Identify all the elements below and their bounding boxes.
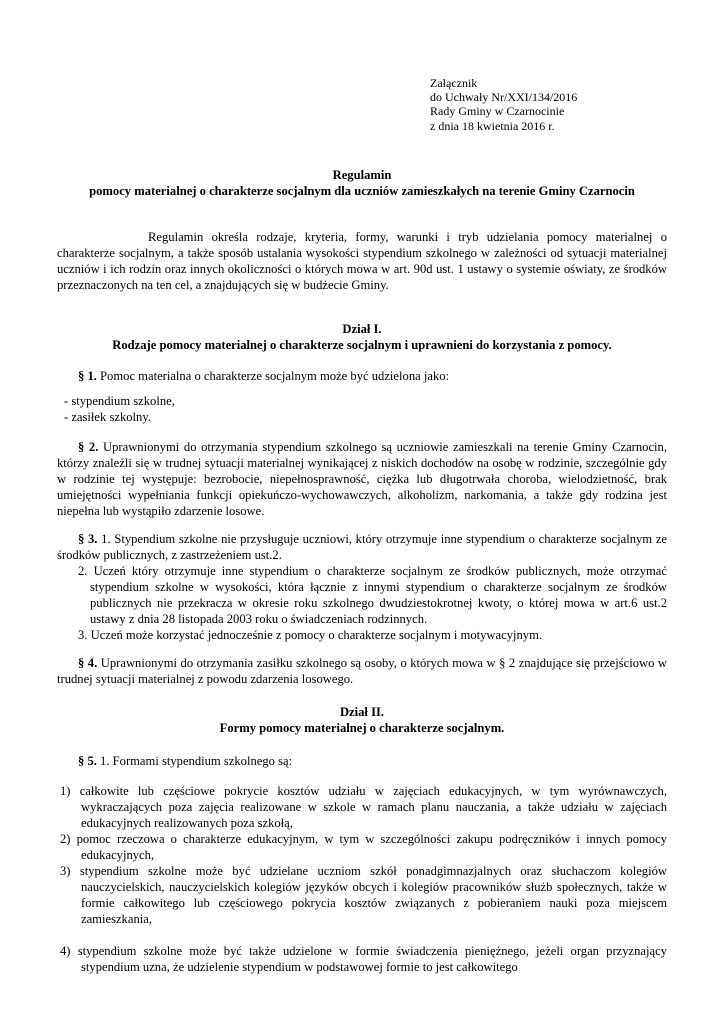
document-title [57, 167, 667, 199]
paragraph-3-item-3: 3. Uczeń może korzystać jednocześnie z pomocy o charakterze socjalnym i motywacyjnym. [78, 627, 543, 642]
header-line-data: z dnia 18 kwietnia 2016 r. [430, 118, 555, 133]
numbered-item-2-text: pomoc rzeczowa o charakterze edukacyjnym, w tym w szczególności zakupu podręczników i innych pomocy edukacyjnych, [76, 831, 667, 862]
paragraph-3-item-1-text: 1. Stypendium szkolne nie przysługuje uczniowi, który otrzymuje inne stypendium o charakterze socjalnym ze środków publicznych, z zastrzeżeniem ust.2. [57, 531, 667, 562]
numbered-item-1 [60, 783, 667, 831]
numbered-item-1-num: 1) [60, 783, 71, 798]
paragraph-3-item-1 [57, 531, 667, 563]
section-subtitle-dzial-2: Formy pomocy materialnej o charakterze socjalnym. [219, 720, 505, 735]
section-subtitle-dzial-1: Rodzaje pomocy materialnej o charakterze socjalnym i uprawnieni do korzystania z pomocy. [112, 337, 612, 352]
numbered-item-2 [60, 831, 667, 863]
paragraph-3-marker: § 3. [78, 531, 102, 546]
paragraph-5-text: 1. Formami stypendium szkolnego są: [100, 753, 293, 768]
paragraph-3-item-2: 2. Uczeń który otrzymuje inne stypendium o charakterze socjalnym ze środków publicznych, może otrzymać stypendium szkolne w wysokości, która łącznie z innymi stypendium o charakterze socjalnym ze środków publicznych nie przekracza w okresie roku szkolnego dwudziestokrotnej kwoty, o której mowa w art.6 ust.2 ustawy z dnia 28 listopada 2003 roku o świadczeniach rodzinnych. [78, 563, 667, 626]
numbered-item-4-text: stypendium szkolne może być także udzielone w formie świadczenia pieniężnego, jeżeli organ przyznający stypendium uzna, że udzielenie stypendium w podstawowej formie to jest całkowitego [77, 943, 667, 974]
section-heading-dzial-2 [57, 704, 667, 736]
section-title-dzial-2: Dział II. [339, 704, 385, 719]
document-title-line-1: Regulamin [332, 167, 392, 182]
intro-paragraph: Regulamin określa rodzaje, kryteria, formy, warunki i tryb udzielania pomocy materialnej o charakterze socjalnym, a także sposób ustalania wysokości stypendium szkolnego w zależności od sytuacji materialnej uczniów i ich rodzin oraz innych okoliczności o których mowa w art. 90d ust. 1 ustawy o systemie oświaty, ze środków przeznaczonych na ten cel, a znajdujących się w budżecie Gminy. [57, 229, 667, 292]
numbered-item-2-num: 2) [60, 831, 71, 846]
section-title-dzial-1: Dział I. [342, 321, 382, 336]
numbered-item-3-num: 3) [60, 863, 71, 878]
dash-list [64, 393, 667, 425]
numbered-item-3-text: stypendium szkolne może być udzielane uczniom szkół ponadgimnazjalnych oraz słuchaczom kolegiów nauczycielskich, nauczycielskich kolegiów języków obcych i kolegiów pracowników służb społecznych, także w formie całkowitego lub częściowego pokrycia kosztów związanych z pobieraniem nauki poza miejscem zamieszkania, [79, 863, 667, 926]
numbered-item-3 [60, 863, 667, 927]
paragraph-1-text: Pomoc materialna o charakterze socjalnym może być udzielona jako: [100, 368, 450, 383]
paragraph-2-marker: § 2. [78, 439, 104, 454]
paragraph-4-text: Uprawnionymi do otrzymania zasiłku szkolnego są osoby, o których mowa w § 2 znajdujące się przejściowo w trudnej sytuacji materialnej z powodu zdarzenia losowego. [57, 655, 668, 686]
header-line-zalacznik: Załącznik [430, 76, 478, 90]
paragraph-2 [57, 439, 667, 519]
paragraph-1-marker: § 1. [78, 368, 101, 383]
numbered-item-1-text: całkowite lub częściowe pokrycie kosztów udziału w zajęciach edukacyjnych, w tym wyrównawczych, wykraczających poza zajęcia realizowane w szkole w ramach planu nauczania, a także udziału w zajęciach edukacyjnych realizowanych poza szkołą, [79, 783, 667, 830]
paragraph-4-marker: § 4. [78, 655, 101, 670]
paragraph-5-marker: § 5. [78, 753, 101, 768]
paragraph-2-text: Uprawnionymi do otrzymania stypendium szkolnego są uczniowie zamieszkali na terenie Gminy Czarnocin, którzy znaleźli się w trudnej sytuacji materialnej wynikającej z niskich dochodów na osobę w rodzinie, szczególnie gdy w rodzinie tej występuje: bezrobocie, niepełnosprawność, ciężka lub długotrwała choroba, wielodzietność, brak umiejętności wypełniania funkcji opiekuńczo-wychowawczych, alkoholizm, narkomania, a także gdy rodzina jest niepełna lub wystąpiło zdarzenie losowe. [57, 439, 667, 518]
paragraph-1 [57, 368, 667, 384]
header-line-uchwala: do Uchwały Nr/XXI/134/2016 [430, 90, 578, 105]
paragraph-5 [57, 753, 667, 769]
paragraph-4 [57, 655, 667, 687]
paragraph-3-block [57, 531, 667, 643]
document-title-line-2: pomocy materialnej o charakterze socjalnym dla uczniów zamieszkałych na terenie Gminy Czarnocin [89, 183, 635, 198]
header-line-rada-gminy: Rady Gminy w Czarnocinie [430, 104, 565, 119]
section-heading-dzial-1 [57, 321, 667, 353]
numbered-item-4-num: 4) [60, 943, 71, 958]
numbered-item-4 [60, 943, 667, 975]
dash-list-item-stypendium: - stypendium szkolne, [64, 393, 175, 408]
dash-list-item-zasilek: - zasiłek szkolny. [64, 409, 151, 424]
attachment-header [430, 76, 667, 133]
numbered-list [60, 783, 667, 975]
